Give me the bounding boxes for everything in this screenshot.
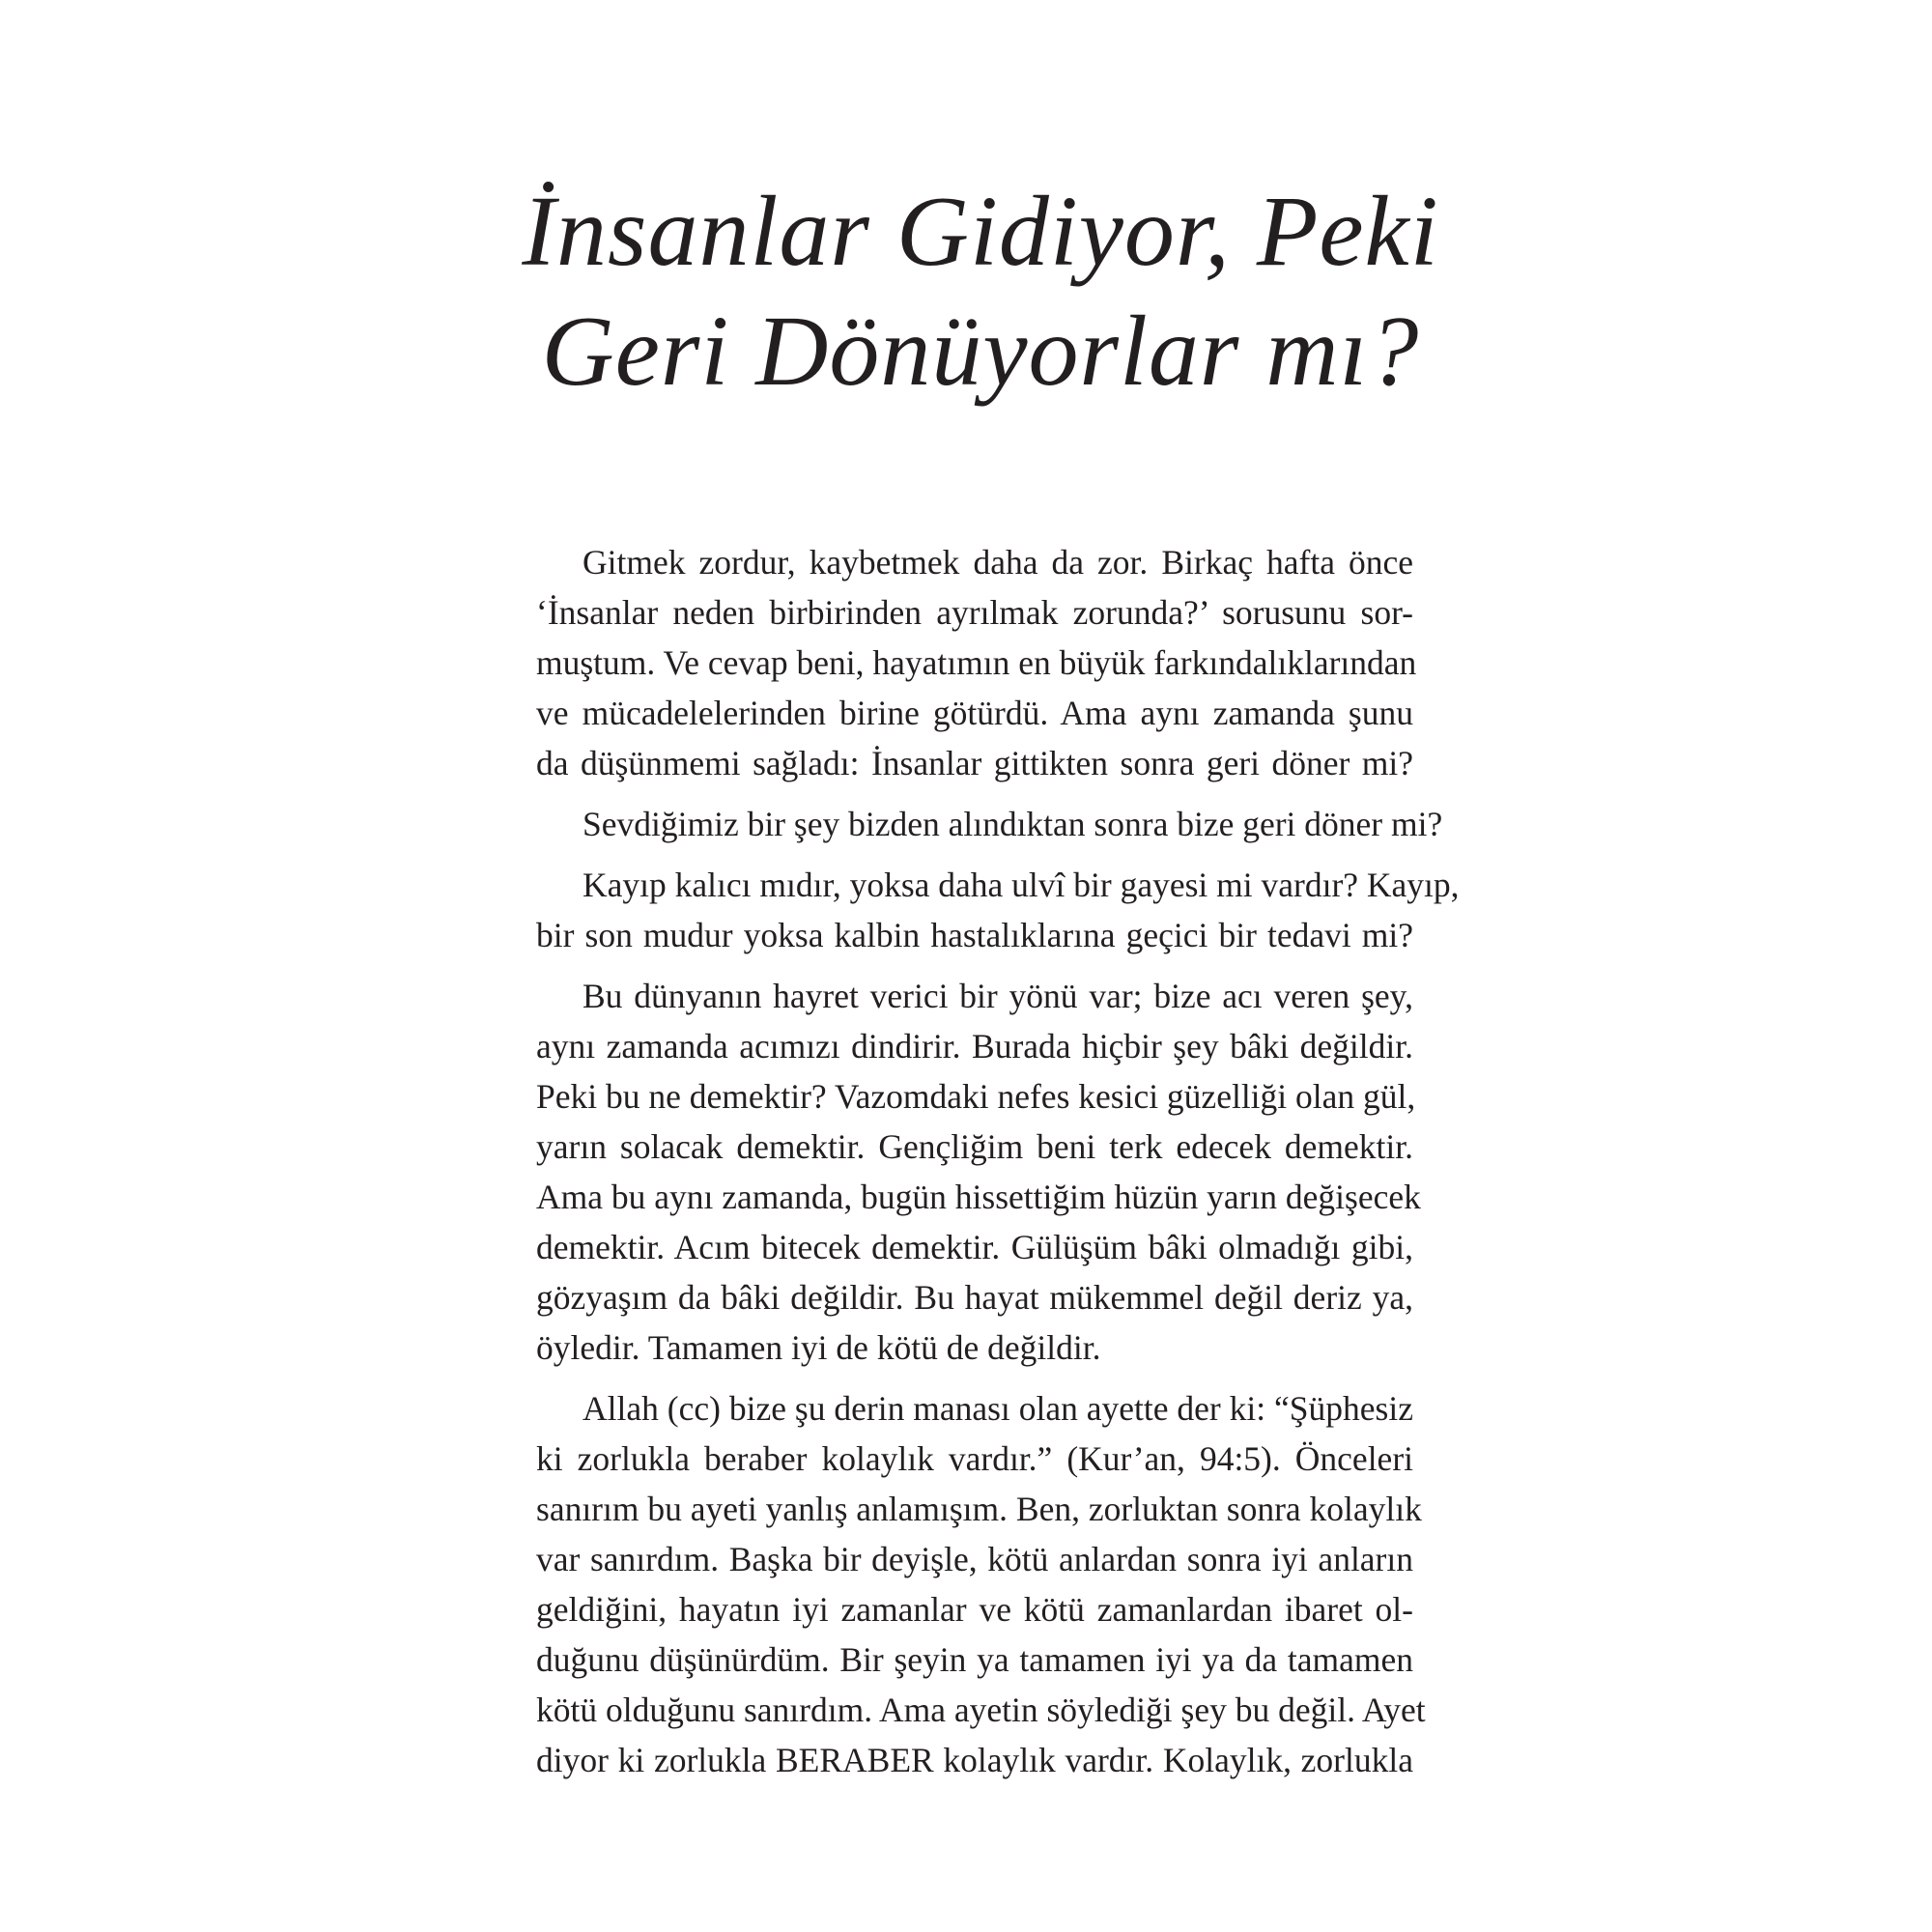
text-line: Kayıp kalıcı mıdır, yoksa daha ulvî bir gayesi mi vardır? Kayıp, [582,866,1460,904]
text-line: yarın solacak demektir. Gençliğim beni terk edecek demektir. [536,1127,1413,1166]
text-line: muştum. Ve cevap beni, hayatımın en büyük farkındalıklarından [536,643,1417,682]
text-line: Peki bu ne demektir? Vazomdaki nefes kesici güzelliği olan gül, [536,1077,1416,1116]
text-line: gözyaşım da bâki değildir. Bu hayat mükemmel değil deriz ya, [536,1278,1413,1317]
text-line: diyor ki zorlukla BERABER kolaylık vardır. Kolaylık, zorlukla [536,1741,1413,1779]
paragraph [536,1383,1426,1785]
text-line: Allah (cc) bize şu derin manası olan ayette der ki: “Şüphesiz [582,1389,1413,1428]
paragraph [536,860,1460,960]
text-line: geldiğini, hayatın iyi zamanlar ve kötü zamanlardan ibaret ol- [536,1590,1413,1629]
text-line: Ama bu aynı zamanda, bugün hissettiğim hüzün yarın değişecek [536,1178,1421,1216]
paragraph [536,537,1417,788]
text-line: ve mücadelelerinden birine götürdü. Ama aynı zamanda şunu [536,694,1413,732]
text-line: Sevdiğimiz bir şey bizden alındıktan sonra bize geri döner mi? [582,805,1443,843]
chapter-title [522,172,1439,412]
chapter-title-line: İnsanlar Gidiyor, Peki [522,176,1439,287]
text-line: da düşünmemi sağladı: İnsanlar gittikten sonra geri döner mi? [536,744,1413,782]
text-line: ki zorlukla beraber kolaylık vardır.” (Kur’an, 94:5). Önceleri [536,1439,1413,1478]
text-line: sanırım bu ayeti yanlış anlamışım. Ben, zorluktan sonra kolaylık [536,1490,1422,1528]
text-line: bir son mudur yoksa kalbin hastalıklarına geçici bir tedavi mi? [536,916,1413,954]
text-line: aynı zamanda acımızı dindirir. Burada hiçbir şey bâki değildir. [536,1027,1413,1065]
text-line: kötü olduğunu sanırdım. Ama ayetin söylediği şey bu değil. Ayet [536,1690,1426,1729]
paragraph [536,799,1443,849]
text-line: Bu dünyanın hayret verici bir yönü var; bize acı veren şey, [582,977,1413,1015]
chapter-body [536,537,1460,1796]
text-line: demektir. Acım bitecek demektir. Gülüşüm bâki olmadığı gibi, [536,1228,1413,1266]
text-line: ‘İnsanlar neden birbirinden ayrılmak zorunda?’ sorusunu sor- [536,593,1413,632]
paragraph [536,971,1421,1373]
text-line: öyledir. Tamamen iyi de kötü de değildir. [536,1328,1101,1367]
text-line: var sanırdım. Başka bir deyişle, kötü anlardan sonra iyi anların [536,1540,1413,1578]
text-line: Gitmek zordur, kaybetmek daha da zor. Birkaç hafta önce [582,543,1413,582]
chapter-title-line: Geri Dönüyorlar mı? [541,296,1420,407]
text-line: duğunu düşünürdüm. Bir şeyin ya tamamen iyi ya da tamamen [536,1640,1413,1679]
